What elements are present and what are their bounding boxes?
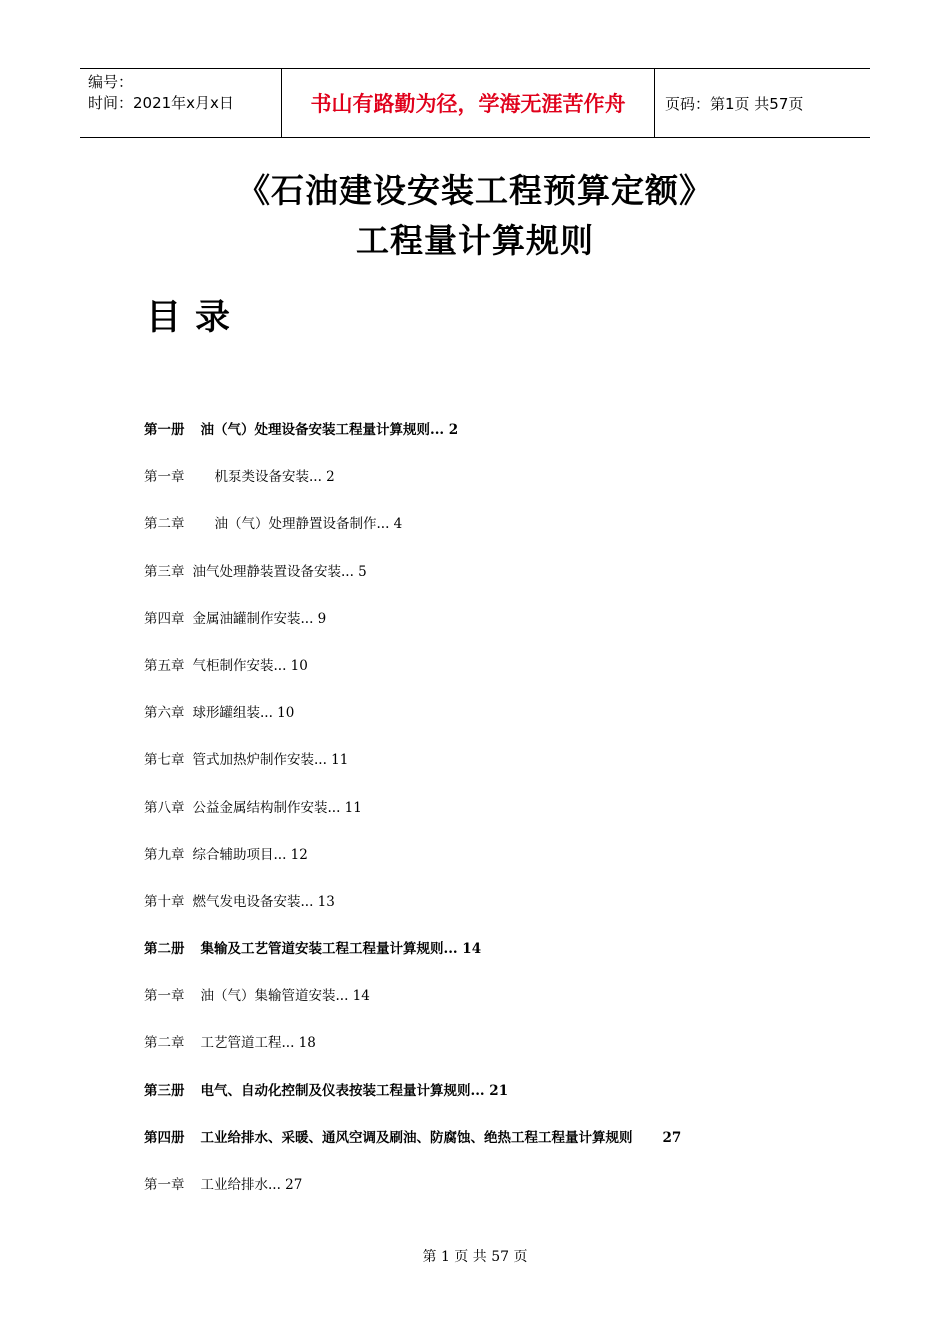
toc-item-text: 油（气）集输管道安装... 14	[200, 988, 370, 1005]
toc-item[interactable]	[144, 939, 784, 986]
toc-item-text: 工艺管道工程... 18	[200, 1035, 316, 1052]
toc-item-text: 电气、自动化控制及仪表按装工程量计算规则... 21	[200, 1082, 509, 1099]
toc-item-text: 综合辅助项目... 12	[192, 846, 308, 863]
toc-item-text: 集输及工艺管道安装工程工程量计算规则... 14	[200, 941, 482, 958]
toc-item[interactable]	[144, 609, 784, 656]
toc-item-label: 第三册	[144, 1082, 185, 1099]
toc-item-label: 第六章	[144, 705, 185, 722]
toc-item-text: 球形罐组装... 10	[192, 705, 295, 722]
toc-item-label: 第一章	[144, 469, 185, 486]
toc-item[interactable]	[144, 562, 784, 609]
toc-item[interactable]	[144, 1128, 784, 1175]
toc-item-text: 工业给排水、采暖、通风空调及刷油、防腐蚀、绝热工程工程量计算规则	[200, 1129, 633, 1146]
document-number: 编号：	[88, 73, 134, 91]
toc-item-text: 燃气发电设备安装... 13	[192, 893, 335, 910]
toc-item[interactable]	[144, 420, 784, 467]
toc-item-label: 第二册	[144, 941, 185, 958]
header-motto: 书山有路勤为径，学海无涯苦作舟	[282, 69, 655, 137]
page-footer: 第 1 页 共 57 页	[422, 1249, 528, 1265]
toc-item-text: 工业给排水... 27	[200, 1177, 303, 1193]
toc-item-label: 第一章	[144, 1177, 185, 1193]
toc-item[interactable]	[144, 656, 784, 703]
header-page-info: 页码：第1页 共57页	[665, 94, 804, 113]
toc-item-label: 第一章	[144, 988, 185, 1005]
toc-item[interactable]	[144, 845, 784, 892]
toc-item[interactable]	[144, 467, 784, 514]
toc-item-label: 第七章	[144, 752, 185, 769]
toc-item[interactable]	[144, 703, 784, 750]
toc-item-text: 公益金属结构制作安装... 11	[192, 799, 362, 816]
toc-item-label: 第三章	[144, 563, 185, 580]
toc-item[interactable]	[144, 750, 784, 797]
toc-item-text: 管式加热炉制作安装... 11	[192, 752, 349, 769]
toc-item-text: 油（气）处理静置设备制作... 4	[214, 516, 403, 533]
table-of-contents	[144, 420, 784, 1222]
toc-item-label: 第五章	[144, 657, 185, 674]
toc-item-text: 油（气）处理设备安装工程量计算规则... 2	[200, 422, 459, 438]
toc-item-label: 第二章	[144, 1035, 185, 1052]
toc-item[interactable]	[144, 892, 784, 939]
toc-heading: 目录	[146, 298, 245, 338]
header-table	[80, 68, 870, 138]
toc-item-label: 第一册	[144, 422, 185, 438]
toc-item-text: 金属油罐制作安装... 9	[192, 610, 327, 627]
toc-item[interactable]	[144, 986, 784, 1033]
toc-item-label: 第十章	[144, 893, 185, 910]
toc-item[interactable]	[144, 1081, 784, 1128]
document-title: 《石油建设安装工程预算定额》	[237, 171, 713, 210]
toc-item-label: 第四章	[144, 610, 185, 627]
toc-item-label: 第八章	[144, 799, 185, 816]
document-date: 时间：2021年x月x日	[88, 94, 234, 112]
toc-item-page: 27	[662, 1129, 682, 1146]
toc-item-text: 气柜制作安装... 10	[192, 657, 308, 674]
toc-item[interactable]	[144, 798, 784, 845]
document-subtitle: 工程量计算规则	[356, 221, 594, 260]
header-meta	[80, 69, 282, 137]
toc-item-label: 第二章	[144, 516, 185, 533]
toc-item-label: 第四册	[144, 1129, 185, 1146]
toc-item-label: 第九章	[144, 846, 185, 863]
toc-item[interactable]	[144, 514, 784, 561]
toc-item[interactable]	[144, 1175, 784, 1222]
toc-item[interactable]	[144, 1033, 784, 1080]
toc-item-text: 油气处理静装置设备安装... 5	[192, 563, 367, 580]
toc-item-text: 机泵类设备安装... 2	[214, 469, 335, 486]
